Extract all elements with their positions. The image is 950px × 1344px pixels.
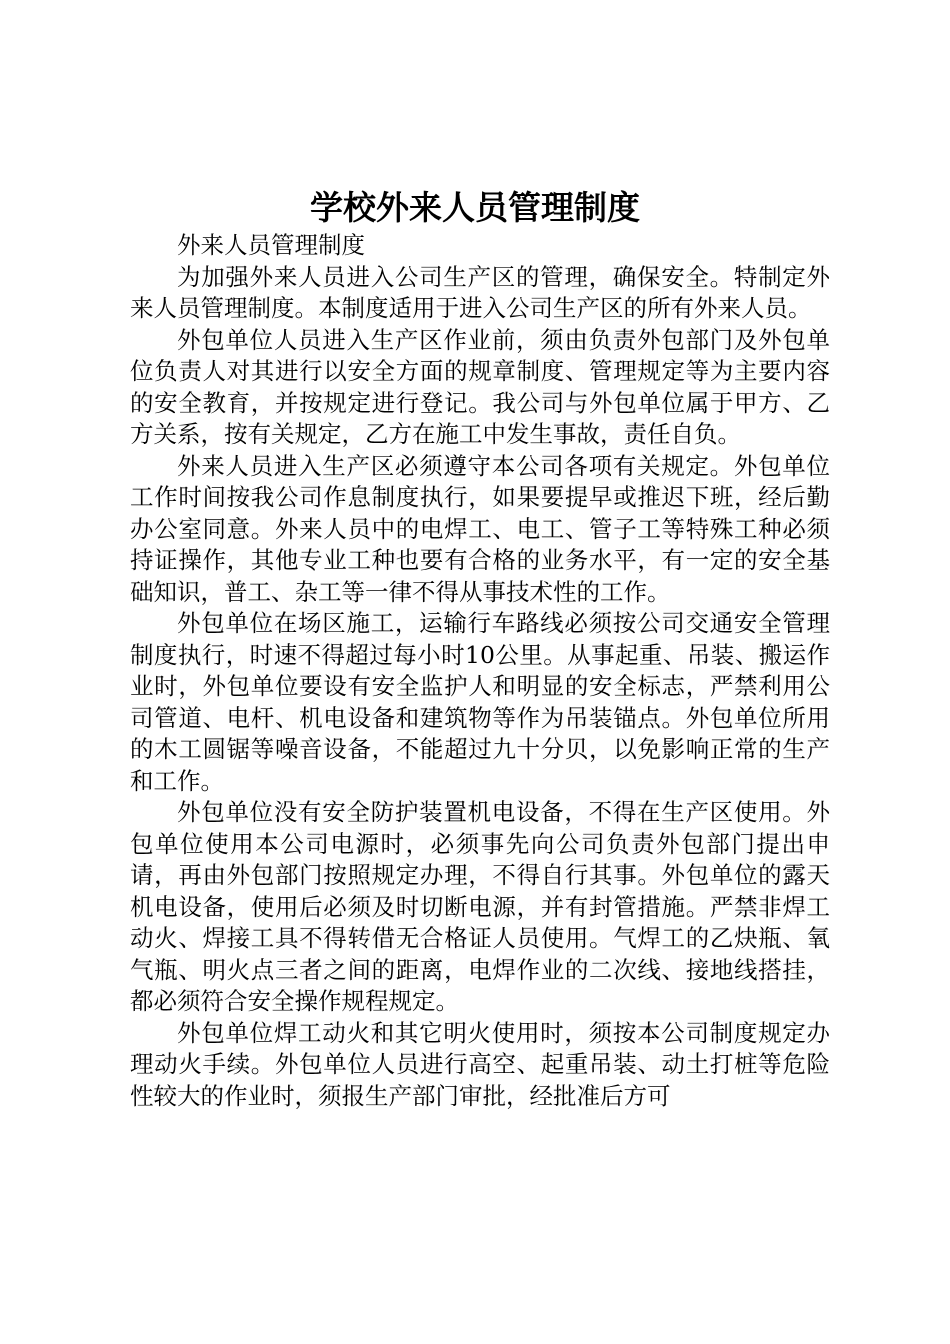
paragraph-subtitle: 外来人员管理制度 — [177, 231, 365, 259]
document-title: 学校外来人员管理制度 — [310, 188, 640, 227]
document-body — [130, 230, 830, 1112]
paragraph: 外包单位在场区施工，运输行车路线必须按公司交通安全管理制度执行，时速不得超过每小时10公里。从事起重、吊装、搬运作业时，外包单位要设有安全监护人和明显的安全标志，严禁利用公司管道、电杆、机电设备和建筑物等作为吊装锚点。外包单位所用的木工圆锯等噪音设备，不能超过九十分贝，以免影响正常的生产和工作。 — [130, 609, 830, 795]
paragraph: 外来人员进入生产区必须遵守本公司各项有关规定。外包单位工作时间按我公司作息制度执行，如果要提早或推迟下班，经后勤办公室同意。外来人员中的电焊工、电工、管子工等特殊工种必须持证操作，其他专业工种也要有合格的业务水平，有一定的安全基础知识，普工、杂工等一律不得从事技术性的工作。 — [130, 451, 830, 606]
paragraph: 外包单位没有安全防护装置机电设备，不得在生产区使用。外包单位使用本公司电源时，必须事先向公司负责外包部门提出申请，再由外包部门按照规定办理，不得自行其事。外包单位的露天机电设备，使用后必须及时切断电源，并有封管措施。严禁非焊工动火、焊接工具不得转借无合格证人员使用。气焊工的乙炔瓶、氧气瓶、明火点三者之间的距离，电焊作业的二次线、接地线搭挂，都必须符合安全操作规程规定。 — [130, 798, 830, 1015]
paragraph: 外包单位焊工动火和其它明火使用时，须按本公司制度规定办理动火手续。外包单位人员进行高空、起重吊装、动土打桩等危险性较大的作业时，须报生产部门审批，经批准后方可 — [130, 1018, 830, 1110]
paragraph: 为加强外来人员进入公司生产区的管理，确保安全。特制定外来人员管理制度。本制度适用于进入公司生产区的所有外来人员。 — [130, 262, 830, 322]
paragraph: 外包单位人员进入生产区作业前，须由负责外包部门及外包单位负责人对其进行以安全方面的规章制度、管理规定等为主要内容的安全教育，并按规定进行登记。我公司与外包单位属于甲方、乙方关系，按有关规定，乙方在施工中发生事故，责任自负。 — [130, 325, 830, 448]
